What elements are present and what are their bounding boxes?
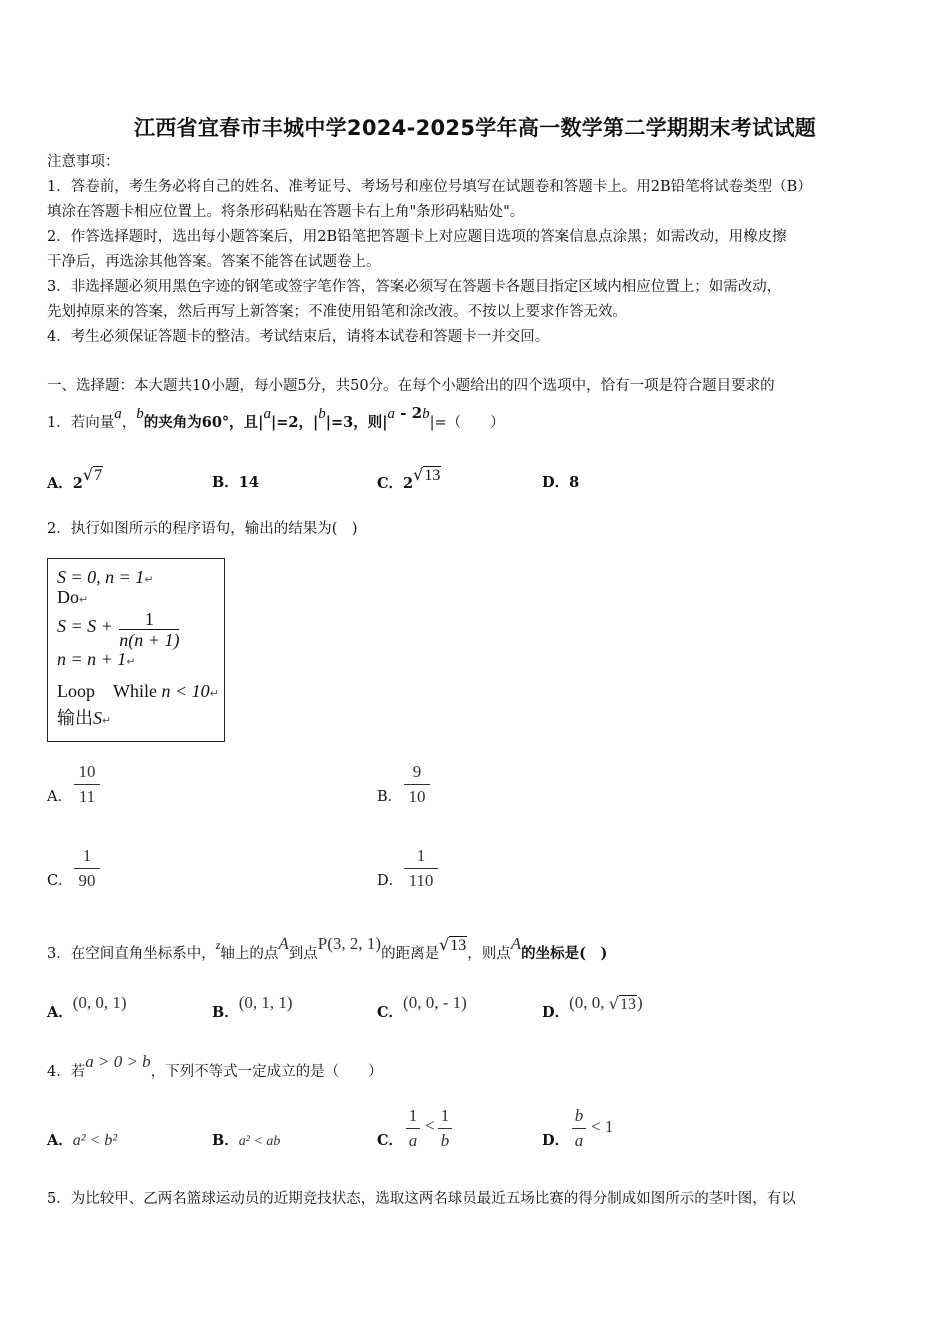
notice-heading: 注意事项：: [47, 154, 120, 170]
q1-text-1: 若向量: [70, 415, 115, 431]
q1-text-3: |=2，|: [270, 414, 319, 431]
q3-option-c[interactable]: C．(0, 0, - 1): [377, 993, 467, 1021]
notice-line-4: 干净后，再选涂其他答案。答案不能答在试题卷上。: [47, 254, 381, 270]
q4-option-c-frac-1: 1 a: [406, 1106, 420, 1151]
q2-option-c-label[interactable]: C．: [47, 873, 73, 889]
q1-vector-b-2: b: [318, 406, 326, 422]
q2-option-b-value: 9 10: [404, 762, 430, 807]
question-4: 4．若a > 0 > b，下列不等式一定成立的是（ ）: [47, 1052, 383, 1080]
q1-vector-a-3: a: [387, 406, 396, 422]
notice-line-7: 4．考生必须保证答题卡的整洁。考试结束后，请将本试卷和答题卡一并交回。: [47, 329, 550, 345]
point-p: P(3, 2, 1): [317, 934, 382, 953]
q2-option-d-label[interactable]: D．: [377, 873, 404, 889]
code-line-4: n = n + 1↵: [57, 649, 136, 669]
q3-option-b[interactable]: B．(0, 1, 1): [212, 993, 293, 1021]
q4-option-d-frac: b a: [572, 1106, 586, 1151]
q2-option-a-label[interactable]: A．: [47, 789, 72, 805]
notice-line-3: 2．作答选择题时，选出每小题答案后，用2B铅笔把答题卡上对应题目选项的答案信息点涂黑；如需改动，用橡皮擦: [47, 229, 787, 245]
question-3: 3．在空间直角坐标系中，$^z$轴上的点A到点P(3, 2, 1)的距离是√13，则点A的坐标是( ): [47, 934, 608, 962]
q2-option-a-value: 10 11: [74, 762, 100, 807]
q1-comma: ，: [121, 415, 137, 431]
q1-option-b[interactable]: B．14: [212, 474, 259, 491]
code-line-5: Loop While n < 10↵: [57, 681, 219, 701]
q1-option-a[interactable]: A．2√7: [47, 470, 103, 497]
question-5: 5．为比较甲、乙两名篮球运动员的近期竞技状态，选取这两名球员最近五场比赛的得分制成如图所示的茎叶图，有以: [47, 1191, 796, 1207]
q1-text-4: |=3，则|: [325, 414, 388, 431]
q1-text-5: |=（ ）: [429, 415, 505, 431]
q2-option-d-value: 1 110: [404, 846, 438, 891]
sqrt-icon: √13: [608, 994, 636, 1013]
q4-option-d-rest: < 1: [591, 1117, 614, 1136]
program-code-box: [47, 558, 225, 742]
q1-option-c[interactable]: C．2√13: [377, 470, 441, 497]
code-line-1: S = 0, n = 1↵: [57, 567, 154, 587]
q1-number: 1．: [47, 415, 71, 431]
q4-option-c-label[interactable]: C．: [377, 1132, 404, 1149]
sqrt-icon: √13: [413, 465, 441, 484]
q1-vector-b: b: [136, 406, 144, 422]
q3-option-d[interactable]: D．(0, 0, √13): [542, 993, 643, 1021]
q3-option-a[interactable]: A．(0, 0, 1): [47, 993, 127, 1021]
notice-line-6: 先划掉原来的答案，然后再写上新答案；不准使用铅笔和涂改液。不按以上要求作答无效。: [47, 304, 627, 320]
page-title: 江西省宜春市丰城中学2024-2025学年高一数学第二学期期末考试试题: [133, 116, 817, 140]
q4-option-b[interactable]: B．a² < ab: [212, 1132, 281, 1149]
notice-line-5: 3．非选择题必须用黑色字迹的钢笔或签字笔作答，答案必须写在答题卡各题目指定区域内相应位置上；如需改动，: [47, 279, 782, 295]
q4-option-c-lt: <: [425, 1116, 435, 1135]
question-1: [47, 404, 505, 436]
question-2: 2．执行如图所示的程序语句，输出的结果为( ): [47, 521, 358, 537]
q1-expr-mid: - 2: [395, 404, 423, 422]
q1-vector-b-3: b: [422, 406, 430, 422]
code-line-6: 输出S↵: [57, 708, 112, 728]
code-line-3: S = S + $\frac{1}{n(n + 1)}$: [57, 609, 180, 650]
notice-line-2: 填涂在答题卡相应位置上。将条形码粘贴在答题卡右上角"条形码粘贴处"。: [47, 204, 525, 220]
q4-option-c-frac-2: 1 b: [438, 1106, 452, 1151]
q4-option-d-label[interactable]: D．: [542, 1132, 570, 1149]
code-line-2: Do↵: [57, 587, 89, 607]
q1-option-d[interactable]: D．8: [542, 474, 580, 491]
q4-option-a[interactable]: A．a² < b²: [47, 1132, 118, 1149]
q1-vector-a-2: a: [263, 406, 271, 422]
sqrt-icon: √7: [82, 465, 103, 484]
q2-option-b-label[interactable]: B．: [377, 789, 403, 805]
q1-vector-a: a: [114, 406, 122, 422]
sqrt-icon: √13: [439, 935, 467, 954]
section-heading: 一、选择题：本大题共10小题，每小题5分，共50分。在每个小题给出的四个选项中，恰有一项是符合题目要求的: [47, 378, 775, 394]
q1-text-2: 的夹角为60°，且|: [143, 414, 264, 431]
notice-line-1: 1．答卷前，考生务必将自己的姓名、准考证号、考场号和座位号填写在试题卷和答题卡上。用2B铅笔将试卷类型（B）: [47, 179, 812, 195]
q2-option-c-value: 1 90: [74, 846, 100, 891]
